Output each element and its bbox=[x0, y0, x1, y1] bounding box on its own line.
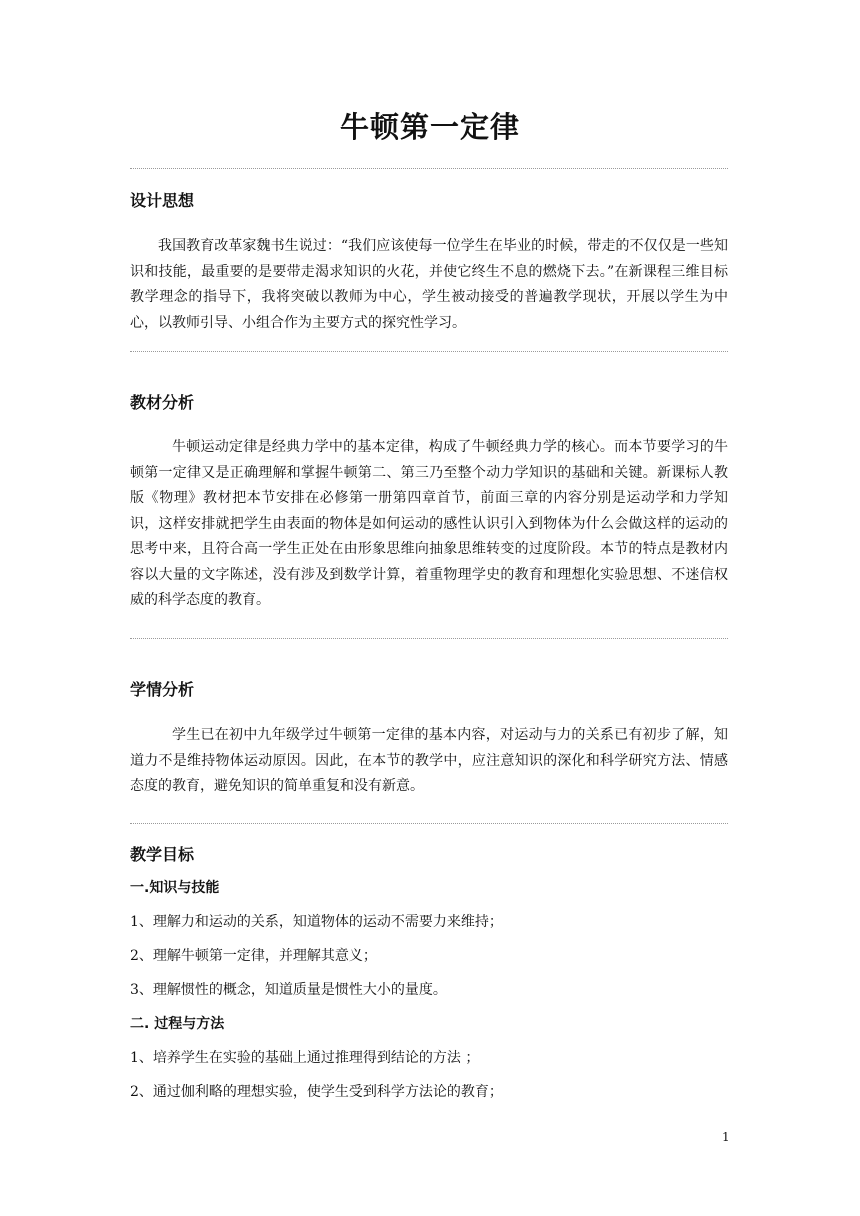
list-item: 3、理解惯性的概念，知道质量是惯性大小的量度。 bbox=[130, 982, 447, 998]
section-heading-design-idea: 设计思想 bbox=[130, 191, 195, 210]
list-item: 1、理解力和运动的关系，知道物体的运动不需要力来维持； bbox=[130, 914, 503, 930]
design-idea-paragraph: 我国教育改革家魏书生说过：“我们应该使每一位学生在毕业的时候，带走的不仅仅是一些知识和技能，最重要的是要带走渴求知识的火花，并使它终生不息的燃烧下去。”在新课程三维目标教学理念的指导下，我将突破以教师为中心，学生被动接受的普遍教学现状，开展以学生为中心，以教师引导、小组合作为主要方式的探究性学习。 bbox=[130, 238, 728, 331]
section-divider bbox=[130, 168, 728, 169]
subheading-process-methods: 二. 过程与方法 bbox=[130, 1016, 225, 1032]
section-heading-teaching-goals: 教学目标 bbox=[130, 845, 195, 864]
section-divider bbox=[130, 351, 728, 352]
section-heading-material-analysis: 教材分析 bbox=[130, 393, 195, 412]
student-analysis-paragraph: 学生已在初中九年级学过牛顿第一定律的基本内容，对运动与力的关系已有初步了解，知道力不是维持物体运动原因。因此，在本节的教学中，应注意知识的深化和科学研究方法、情感态度的教育，避免知识的简单重复和没有新意。 bbox=[130, 727, 728, 794]
section-divider bbox=[130, 638, 728, 639]
subheading-knowledge-skills: 一.知识与技能 bbox=[130, 880, 220, 896]
section-heading-student-analysis: 学情分析 bbox=[130, 680, 195, 699]
material-analysis-paragraph: 牛顿运动定律是经典力学中的基本定律，构成了牛顿经典力学的核心。而本节要学习的牛顿第一定律又是正确理解和掌握牛顿第二、第三乃至整个动力学知识的基础和关键。新课标人教版《物理》教材把本节安排在必修第一册第四章首节，前面三章的内容分别是运动学和力学知识，这样安排就把学生由表面的物体是如何运动的感性认识引入到物体为什么会做这样的运动的思考中来，且符合高一学生正处在由形象思维向抽象思维转变的过度阶段。本节的特点是教材内容以大量的文字陈述，没有涉及到数学计算，着重物理学史的教育和理想化实验思想、不迷信权威的科学态度的教育。 bbox=[130, 439, 728, 608]
document-title: 牛顿第一定律 bbox=[339, 110, 520, 144]
list-item: 2、通过伽利略的理想实验，使学生受到科学方法论的教育； bbox=[130, 1084, 503, 1100]
page-number: 1 bbox=[722, 1130, 730, 1144]
list-item: 1、培养学生在实验的基础上通过推理得到结论的方法 ； bbox=[130, 1050, 480, 1066]
section-divider bbox=[130, 823, 728, 824]
list-item: 2、理解牛顿第一定律，并理解其意义； bbox=[130, 948, 377, 964]
